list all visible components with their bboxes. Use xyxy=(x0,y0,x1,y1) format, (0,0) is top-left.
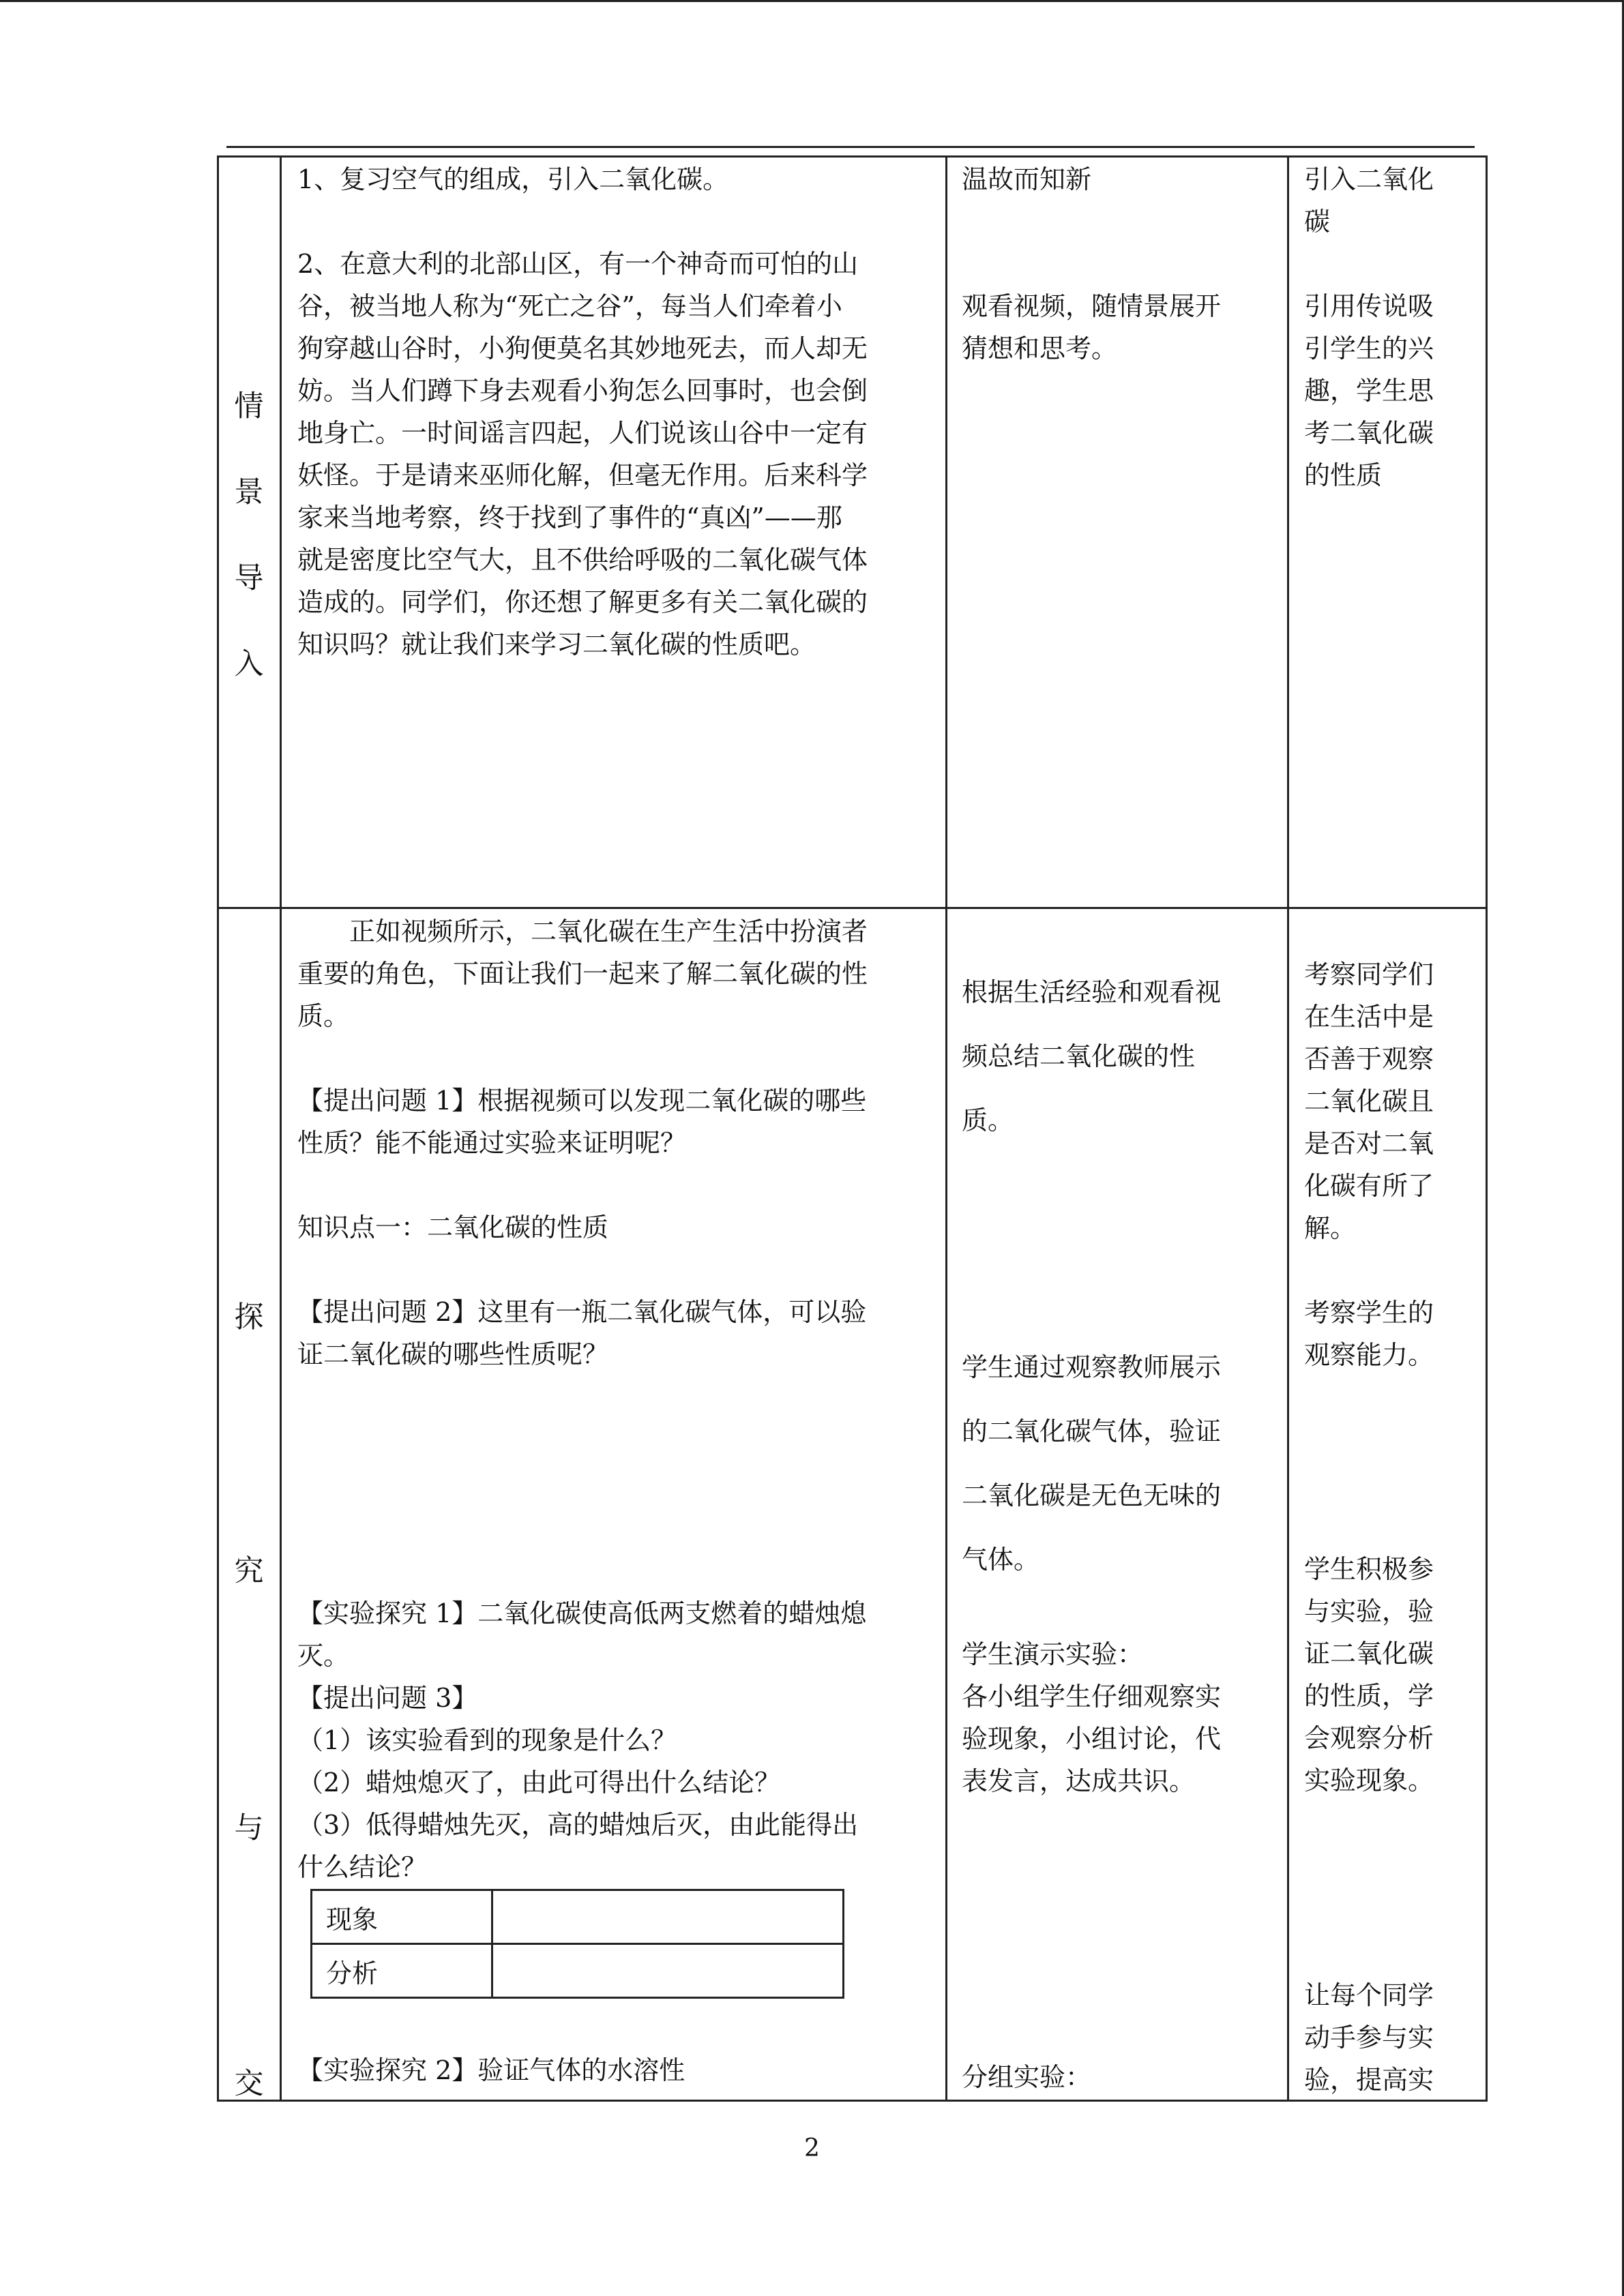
text-line: 与实验，验 xyxy=(1304,1596,1434,1626)
text-line: 【提出问题 3】 xyxy=(297,1683,478,1713)
label-char: 导 xyxy=(234,561,264,595)
text-line: （3）低得蜡烛先灭，高的蜡烛后灭，由此能得出 xyxy=(297,1810,859,1840)
spacer xyxy=(962,200,1221,243)
section-2-design-intent-1 xyxy=(1304,953,1434,1376)
text-line: 解。 xyxy=(1304,1213,1357,1243)
text-line: 让每个同学 xyxy=(1304,1980,1434,2010)
table-cell-value xyxy=(492,1944,844,1998)
text-line: 气体。 xyxy=(962,1545,1040,1575)
table-divider-col1 xyxy=(280,155,282,2102)
text-line: 地身亡。一时间谣言四起，人们说该山谷中一定有 xyxy=(297,418,868,448)
page-number: 2 xyxy=(804,2134,820,2162)
text-line: 趣，学生思 xyxy=(1304,376,1434,406)
table-row-divider xyxy=(217,907,1488,909)
text-line: 的性质，学 xyxy=(1304,1681,1434,1711)
label-char: 究 xyxy=(234,1554,264,1588)
table-border-top xyxy=(217,155,1488,158)
text-line: （2）蜡烛熄灭了，由此可得出什么结论？ xyxy=(297,1768,781,1798)
page-frame-top xyxy=(0,0,1624,2)
spacer xyxy=(1304,243,1434,285)
text-line: 学生演示实验： xyxy=(962,1639,1144,1669)
label-char: 情 xyxy=(234,389,264,423)
text-line: 1、复习空气的组成，引入二氧化碳。 xyxy=(297,164,729,194)
spacer xyxy=(297,1037,868,1079)
table-border-right xyxy=(1486,155,1488,2102)
text-line: 【提出问题 1】根据视频可以发现二氧化碳的哪些 xyxy=(297,1086,867,1116)
text-line: 谷，被当地人称为“死亡之谷”，每当人们牵着小 xyxy=(297,291,842,321)
text-line: 的性质 xyxy=(1304,460,1383,490)
label-char: 与 xyxy=(234,1811,264,1845)
text-line: 什么结论？ xyxy=(297,1852,428,1882)
text-line: 在生活中是 xyxy=(1304,1002,1434,1032)
label-char: 交 xyxy=(234,2067,264,2101)
text-line: 学生通过观察教师展示 xyxy=(962,1352,1222,1382)
text-line: 证二氧化碳的哪些性质呢？ xyxy=(297,1339,609,1369)
label-char: 景 xyxy=(234,475,264,509)
text-line: （1）该实验看到的现象是什么？ xyxy=(297,1725,677,1755)
text-line: 会观察分析 xyxy=(1304,1723,1434,1753)
text-line: 各小组学生仔细观察实 xyxy=(962,1682,1222,1712)
label-char: 探 xyxy=(234,1300,264,1335)
text-line: 学生积极参 xyxy=(1304,1554,1434,1584)
section-2-student-activity-2 xyxy=(962,1335,1221,1592)
text-line: 二氧化碳且 xyxy=(1304,1086,1434,1116)
text-line: 引学生的兴 xyxy=(1304,333,1434,363)
text-line: 知识吗？就让我们来学习二氧化碳的性质吧。 xyxy=(297,629,816,659)
section-2-teaching-content xyxy=(297,910,868,1375)
text-line: 表发言，达成共识。 xyxy=(962,1766,1196,1796)
section-2-design-intent-2 xyxy=(1304,1548,1434,1802)
table-border-bottom xyxy=(217,2100,1488,2102)
spacer xyxy=(297,1249,868,1291)
text-line: 验现象，小组讨论，代 xyxy=(962,1724,1222,1754)
text-line: 考二氧化碳 xyxy=(1304,418,1434,448)
header-rule xyxy=(226,146,1475,148)
text-line: 证二氧化碳 xyxy=(1304,1639,1434,1669)
text-line: 灭。 xyxy=(297,1641,350,1671)
text-line: 动手参与实 xyxy=(1304,2023,1434,2053)
text-line: 正如视频所示，二氧化碳在生产生活中扮演者 xyxy=(297,916,868,946)
text-line: 质。 xyxy=(962,1105,1014,1135)
section-2-student-activity-3 xyxy=(962,1633,1221,1802)
text-line: 根据生活经验和观看视 xyxy=(962,977,1222,1007)
table-divider-col3 xyxy=(1287,155,1289,2102)
text-line: 是否对二氧 xyxy=(1304,1129,1434,1159)
text-line: 【提出问题 2】这里有一瓶二氧化碳气体，可以验 xyxy=(297,1297,867,1327)
table-row xyxy=(312,1890,844,1944)
text-line: 考察同学们 xyxy=(1304,959,1434,989)
text-line: 猜想和思考。 xyxy=(962,333,1118,363)
spacer xyxy=(297,200,868,243)
text-line: 2、在意大利的北部山区，有一个神奇而可怕的山 xyxy=(297,249,859,279)
section-1-teaching-content xyxy=(297,158,868,666)
text-line: 造成的。同学们，你还想了解更多有关二氧化碳的 xyxy=(297,587,868,617)
text-line: 引用传说吸 xyxy=(1304,291,1434,321)
text-line: 观看视频，随情景展开 xyxy=(962,291,1222,321)
section-2-experiment-1 xyxy=(297,1592,866,1888)
spacer xyxy=(297,1164,868,1206)
label-char: 入 xyxy=(234,647,264,681)
text-line: 就是密度比空气大，且不供给呼吸的二氧化碳气体 xyxy=(297,545,868,575)
text-line: 家来当地考察，终于找到了事件的“真凶”——那 xyxy=(297,503,842,533)
text-line: 引入二氧化 xyxy=(1304,164,1434,194)
spacer xyxy=(1304,1249,1434,1292)
table-row xyxy=(312,1944,844,1998)
text-line: 性质？能不能通过实验来证明呢？ xyxy=(297,1128,687,1158)
spacer xyxy=(962,243,1221,285)
text-line: 的二氧化碳气体，验证 xyxy=(962,1416,1222,1446)
text-line: 二氧化碳是无色无味的 xyxy=(962,1480,1222,1510)
text-line: 实验现象。 xyxy=(1304,1765,1434,1795)
text-line: 频总结二氧化碳的性 xyxy=(962,1041,1196,1071)
text-line: 【实验探究 2】验证气体的水溶性 xyxy=(297,2055,685,2085)
section-2-design-intent-3 xyxy=(1304,1974,1434,2101)
table-divider-col2 xyxy=(945,155,947,2102)
observation-table xyxy=(310,1889,844,1999)
text-line: 观察能力。 xyxy=(1304,1340,1434,1370)
text-line: 碳 xyxy=(1304,207,1331,237)
table-cell-value xyxy=(492,1890,844,1944)
text-line: 【实验探究 1】二氧化碳使高低两支燃着的蜡烛熄 xyxy=(297,1598,867,1628)
text-line: 狗穿越山谷时，小狗便莫名其妙地死去，而人却无 xyxy=(297,333,868,363)
text-line: 验，提高实 xyxy=(1304,2065,1434,2095)
text-line: 重要的角色，下面让我们一起来了解二氧化碳的性 xyxy=(297,959,868,989)
text-line: 妖怪。于是请来巫师化解，但毫无作用。后来科学 xyxy=(297,460,868,490)
text-line: 分组实验： xyxy=(962,2062,1092,2092)
section-2-student-activity-4 xyxy=(962,2056,1091,2098)
table-cell-label: 分析 xyxy=(312,1944,492,1998)
text-line: 质。 xyxy=(297,1001,350,1031)
text-line: 妨。当人们蹲下身去观看小狗怎么回事时，也会倒 xyxy=(297,376,868,406)
text-line: 知识点一：二氧化碳的性质 xyxy=(297,1212,609,1242)
section-2-experiment-2 xyxy=(297,2049,685,2091)
section-1-student-activity xyxy=(962,158,1221,370)
table-cell-label: 现象 xyxy=(312,1890,492,1944)
text-line: 否善于观察 xyxy=(1304,1044,1434,1074)
text-line: 化碳有所了 xyxy=(1304,1171,1434,1201)
section-2-student-activity-1 xyxy=(962,960,1221,1152)
section-1-design-intent xyxy=(1304,158,1434,496)
text-line: 温故而知新 xyxy=(962,164,1092,194)
text-line: 考察学生的 xyxy=(1304,1298,1434,1328)
